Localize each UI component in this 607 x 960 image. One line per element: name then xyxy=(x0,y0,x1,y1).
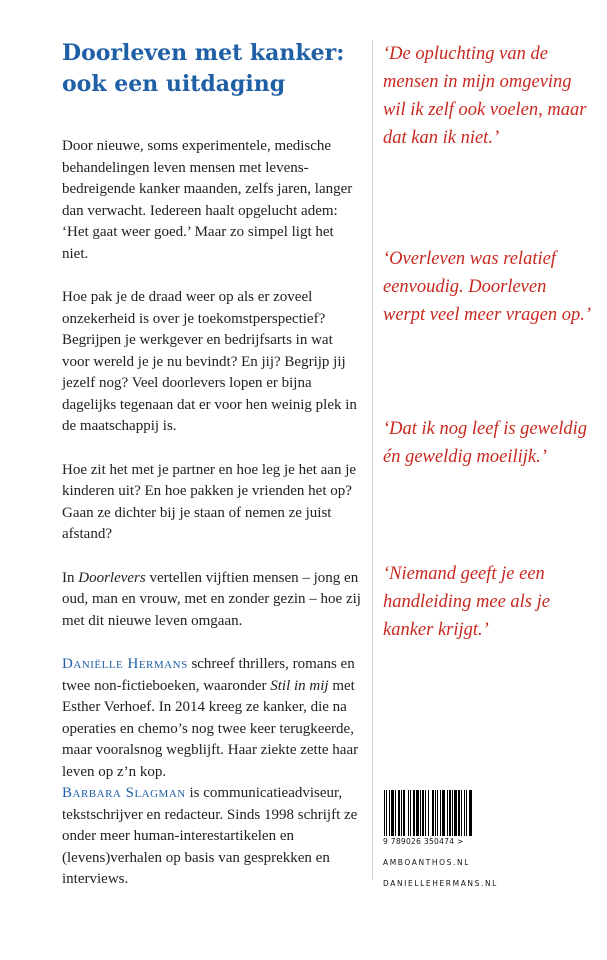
title-line-1: Doorleven met kanker: xyxy=(62,40,345,66)
author-bio-slagman xyxy=(62,783,362,891)
book-title xyxy=(62,38,362,100)
p4-pre: In xyxy=(62,569,79,586)
author-name-slagman: Barbara Slagman xyxy=(62,785,186,801)
quote-2: ‘Overleven was relatief eenvoudig. Doorleven werpt veel meer vragen op.’ xyxy=(383,249,592,325)
title-line-2: ook een uitdaging xyxy=(62,71,286,97)
blurb-paragraph-3: Hoe zit het met je partner en hoe leg je het aan je kinderen uit? En hoe pakken je vrienden het op? Gaan ze dichter bij je staan of nemen ze juist afstand? xyxy=(62,461,357,542)
book-name-italic: Doorlevers xyxy=(78,569,146,586)
bio1-post: met Esther Verhoef. In 2014 kreeg ze kanker, die na operaties en chemo’s nog twee keer terugkeerde, maar vooralsnog wegblijft. Haar ziekte zette haar leven op z’n kop. xyxy=(62,677,359,780)
quote-4: ‘Niemand geeft je een handleiding mee als je kanker krijgt.’ xyxy=(383,564,550,640)
author-bio-hermans xyxy=(62,654,362,783)
barcode-number: 9 789026 350474 > xyxy=(383,837,464,846)
blurb-paragraph-1: Door nieuwe, soms experimentele, medische behandelingen leven mensen met levensbedreigende kanker maanden, zelfs jaren, langer dan verwacht. Iedereen haalt opgelucht adem: ‘Het gaat weer goed.’ Maar zo simpel ligt het niet. xyxy=(62,138,353,262)
back-cover-text xyxy=(62,38,362,891)
author-name-hermans: Daniëlle Hermans xyxy=(62,656,188,672)
column-divider xyxy=(372,40,373,880)
bio1-pre: schreef thrillers, romans en twee non-fictieboeken, waaronder xyxy=(62,656,355,694)
p4-post: vertellen vijftien mensen – jong en oud, man en vrouw, met en zonder gezin – hoe zij met dit nieuwe leven omgaan. xyxy=(62,569,361,629)
bio1-book-italic: Stil in mij xyxy=(270,677,329,694)
isbn-barcode-block xyxy=(383,790,523,888)
quote-3: ‘Dat ik nog leef is geweldig én geweldig moeilijk.’ xyxy=(383,419,587,467)
quote-1: ‘De opluchting van de mensen in mijn omgeving wil ik zelf ook voelen, maar dat kan ik niet.’ xyxy=(383,44,587,148)
publisher-website: AMBOANTHOS.NL xyxy=(383,858,470,867)
blurb-paragraph-2: Hoe pak je de draad weer op als er zoveel onzekerheid is over je toekomstperspectief? Begrijpen je werkgever en bedrijfsarts in wat voor wereld je je nu bevindt? En jij? Begrijp jij jezelf nog? Veel doorlevers lopen er bijna dagelijks tegenaan dat er voor hen weinig plek in de maatschappij is. xyxy=(62,289,357,434)
author-website: DANIELLEHERMANS.NL xyxy=(383,879,498,888)
barcode-icon xyxy=(383,790,509,836)
blurb-paragraph-4 xyxy=(62,568,362,633)
bio2-text: is communicatieadviseur, tekstschrijver en redacteur. Sinds 1998 schrijft ze onder meer human-interestartikelen en (levens)verhalen op basis van gesprekken en interviews. xyxy=(62,785,358,887)
